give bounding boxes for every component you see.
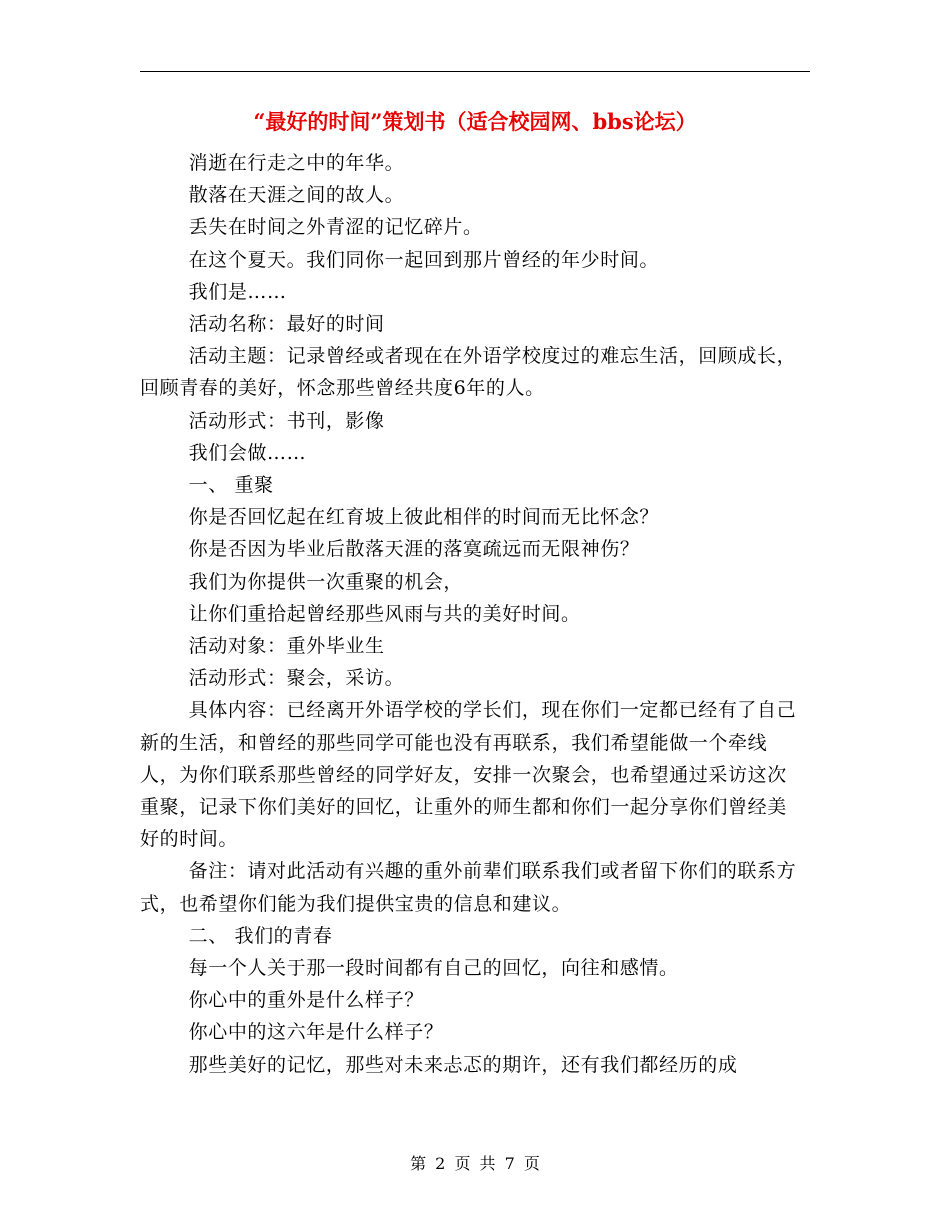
paragraph: 我们为你提供一次重聚的机会， [188, 570, 464, 593]
paragraph: 丢失在时间之外青涩的记忆碎片。 [188, 216, 483, 239]
paragraph: 活动主题：记录曾经或者现在在外语学校度过的难忘生活，回顾成长，回顾青春的美好，怀念那些曾经共度6年的人。 [140, 345, 797, 400]
header-rule [140, 71, 810, 72]
paragraph: 我们会做…… [188, 441, 307, 464]
paragraph: 你是否回忆起在红育坡上彼此相伴的时间而无比怀念？ [188, 506, 660, 529]
paragraph: 散落在天涯之间的故人。 [188, 184, 405, 207]
paragraph: 让你们重拾起曾经那些风雨与共的美好时间。 [188, 602, 581, 625]
paragraph: 活动对象：重外毕业生 [188, 635, 385, 658]
paragraph: 我们是…… [188, 280, 287, 303]
paragraph: 具体内容：已经离开外语学校的学长们，现在你们一定都已经有了自己新的生活，和曾经的那些同学可能也没有再联系，我们希望能做一个牵线人，为你们联系那些曾经的同学好友，安排一次聚会，也希望通过采访这次重聚，记录下你们美好的回忆，让重外的师生都和你们一起分享你们曾经美好的时间。 [140, 699, 797, 851]
section-heading: 二、 我们的青春 [188, 924, 333, 947]
paragraph: 消逝在行走之中的年华。 [188, 152, 405, 174]
paragraph: 每一个人关于那一段时间都有自己的回忆，向往和感情。 [188, 957, 679, 980]
section-heading: 一、 重聚 [188, 474, 274, 497]
paragraph: 你是否因为毕业后散落天涯的落寞疏远而无限神伤？ [188, 538, 640, 561]
document-body [140, 147, 800, 1081]
paragraph: 活动形式：聚会，采访。 [188, 667, 405, 690]
paragraph: 在这个夏天。我们同你一起回到那片曾经的年少时间。 [188, 248, 660, 271]
paragraph: 活动名称：最好的时间 [188, 313, 385, 336]
paragraph: 你心中的重外是什么样子？ [188, 989, 424, 1012]
paragraph: 你心中的这六年是什么样子？ [188, 1021, 444, 1044]
document-title: “最好的时间”策划书（适合校园网、bbs论坛） [253, 109, 697, 134]
page-number: 第 2 页 共 7 页 [410, 1154, 540, 1173]
paragraph: 活动形式：书刊，影像 [188, 409, 385, 432]
paragraph: 那些美好的记忆，那些对未来忐忑的期许，还有我们都经历的成 [188, 1053, 738, 1076]
paragraph: 备注：请对此活动有兴趣的重外前辈们联系我们或者留下你们的联系方式，也希望你们能为我们提供宝贵的信息和建议。 [140, 860, 797, 915]
